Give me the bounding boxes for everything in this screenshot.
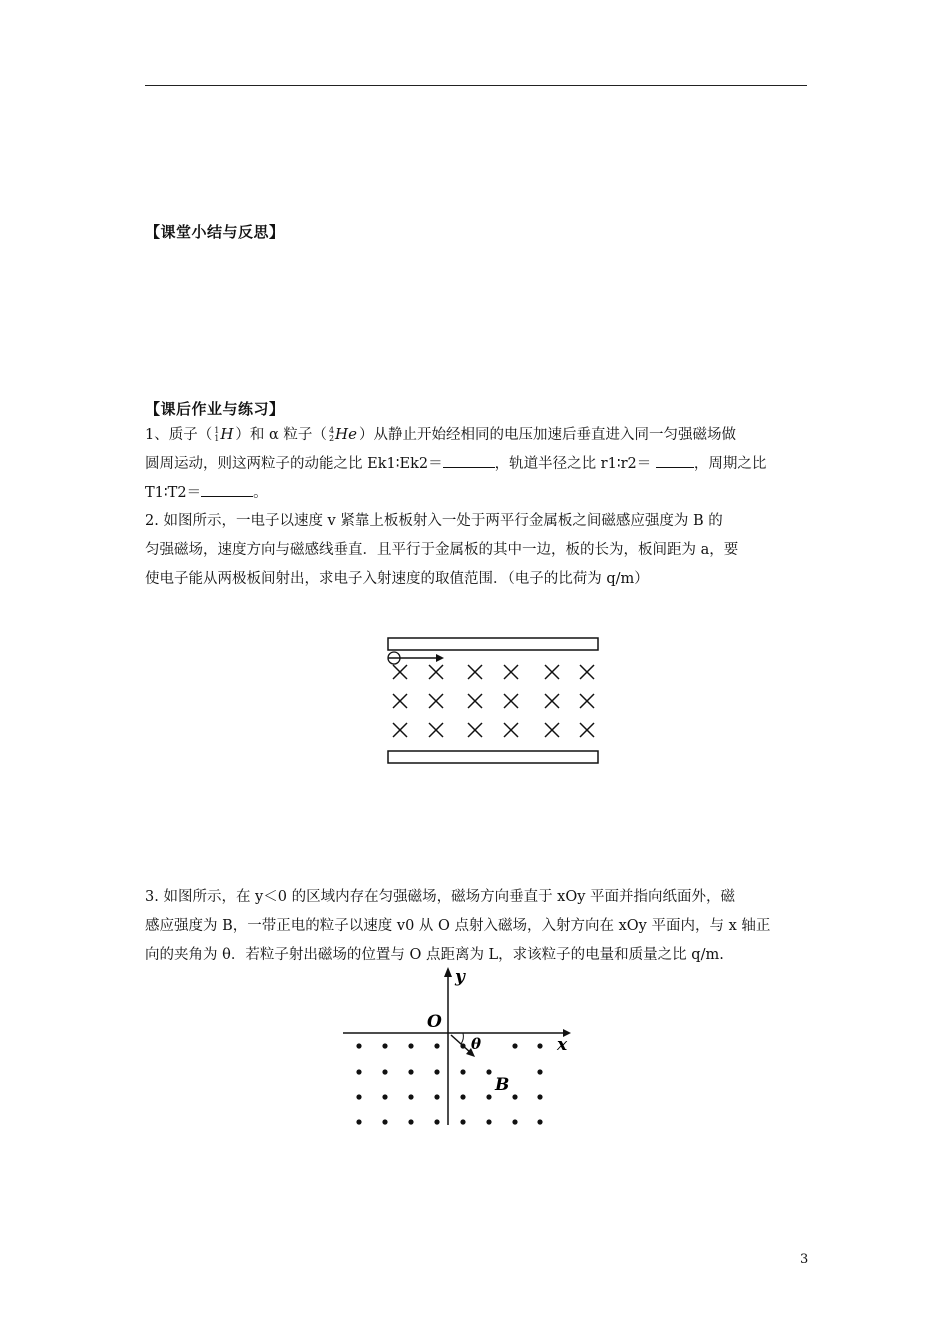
y-label: y [455, 967, 465, 987]
question-1: 1、质子（ 1 1 H ）和 α 粒子（ 4 2 He ）从静止开始经相同的电压加速后垂直进入同一匀强磁场做 圆周运动，则这两粒子的动能之比 Ek1∶Ek2＝ ，轨道半径之比 r1∶r2＝ ，周期之比 T1∶T2＝ 。 [145, 420, 807, 508]
upper-plate [388, 638, 598, 650]
field-cross-icon [545, 723, 559, 737]
field-dot-icon [460, 1094, 465, 1099]
field-dot-icon [486, 1094, 491, 1099]
field-dot-icon [408, 1069, 413, 1074]
field-dot-icon [434, 1119, 439, 1124]
figure-coordinate-field [335, 965, 585, 1130]
field-dot-icon [434, 1069, 439, 1074]
proton-isotope: 1 1 H [214, 425, 234, 443]
field-cross-icon [429, 723, 443, 737]
question-3: 3. 如图所示，在 y＜0 的区域内存在匀强磁场，磁场方向垂直于 xOy 平面并指向纸面外，磁 感应强度为 B，一带正电的粒子以速度 v0 从 O 点射入磁场，入射方向在 xOy 平面内，与 x 轴正 向的夹角为 θ．若粒子射出磁场的位置与 O 点距离为 L，求该粒子的电量和质量之比 q/m. [145, 889, 771, 963]
field-dot-icon [356, 1119, 361, 1124]
origin-label: O [427, 1012, 442, 1032]
answer-blank-t[interactable] [201, 482, 253, 497]
field-cross-icon [429, 694, 443, 708]
field-dot-icon [382, 1094, 387, 1099]
velocity-arrowhead-icon [436, 654, 444, 662]
field-cross-icon [504, 723, 518, 737]
summary-heading: 【课堂小结与反思】 [145, 223, 285, 241]
field-cross-icon [393, 694, 407, 708]
field-dot-icon [434, 1043, 439, 1048]
field-crosses [393, 665, 594, 737]
field-cross-icon [468, 694, 482, 708]
field-dot-icon [486, 1069, 491, 1074]
field-dot-icon [356, 1043, 361, 1048]
field-dot-icon [356, 1094, 361, 1099]
field-dot-icon [460, 1069, 465, 1074]
alpha-isotope: 4 2 He [328, 425, 357, 443]
field-dot-icon [537, 1094, 542, 1099]
field-cross-icon [545, 694, 559, 708]
lower-plate [388, 751, 598, 763]
field-dot-icon [408, 1094, 413, 1099]
x-label: x [557, 1035, 568, 1055]
field-dot-icon [356, 1069, 361, 1074]
header-rule [145, 85, 807, 86]
field-dot-icon [537, 1069, 542, 1074]
q1-text: 1、质子（ [145, 427, 213, 443]
field-cross-icon [545, 665, 559, 679]
field-cross-icon [393, 665, 407, 679]
field-cross-icon [429, 665, 443, 679]
field-cross-icon [504, 694, 518, 708]
field-cross-icon [504, 665, 518, 679]
field-dot-icon [382, 1119, 387, 1124]
angle-label: θ [471, 1035, 482, 1053]
field-dot-icon [460, 1119, 465, 1124]
field-dot-icon [512, 1119, 517, 1124]
figure-parallel-plates [380, 630, 610, 770]
field-dot-icon [512, 1043, 517, 1048]
homework-heading: 【课后作业与练习】 [145, 400, 285, 418]
angle-arc [461, 1033, 463, 1044]
field-cross-icon [580, 665, 594, 679]
field-label: B [495, 1075, 510, 1095]
answer-blank-ek[interactable] [443, 453, 495, 468]
y-axis-arrow-icon [444, 967, 452, 977]
field-cross-icon [580, 723, 594, 737]
field-dot-icon [382, 1043, 387, 1048]
field-dot-icon [486, 1119, 491, 1124]
field-cross-icon [393, 723, 407, 737]
answer-blank-r[interactable] [656, 453, 694, 468]
question-2: 2. 如图所示，一电子以速度 v 紧靠上板板射入一处于两平行金属板之间磁感应强度为 B 的 匀强磁场，速度方向与磁感线垂直．且平行于金属板的其中一边，板的长为，板间距为 a，要 使电子能从两极板间射出，求电子入射速度的取值范围．（电子的比荷为 q/m） [145, 513, 739, 587]
field-cross-icon [468, 665, 482, 679]
page-number: 3 [800, 1252, 809, 1267]
field-dots [356, 1043, 542, 1124]
field-dot-icon [434, 1094, 439, 1099]
field-dot-icon [512, 1094, 517, 1099]
field-dot-icon [408, 1119, 413, 1124]
field-cross-icon [580, 694, 594, 708]
field-dot-icon [537, 1043, 542, 1048]
field-dot-icon [537, 1119, 542, 1124]
field-cross-icon [468, 723, 482, 737]
field-dot-icon [408, 1043, 413, 1048]
field-dot-icon [382, 1069, 387, 1074]
